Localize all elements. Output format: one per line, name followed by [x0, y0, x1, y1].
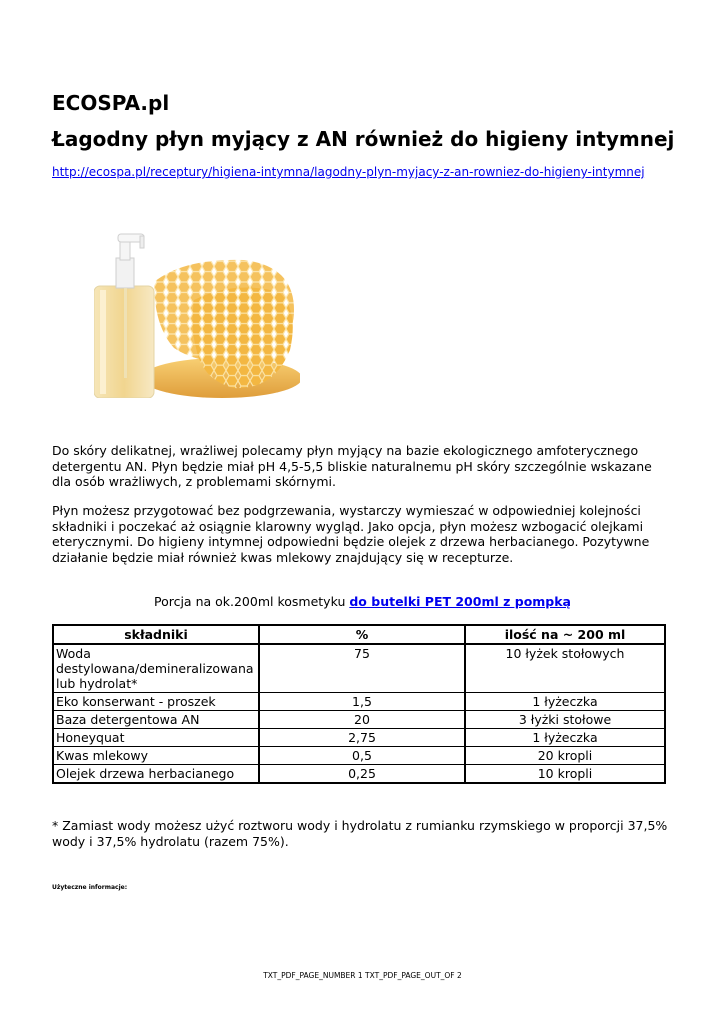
table-row — [53, 729, 665, 747]
table-row — [53, 644, 665, 693]
ingredient-name: Eko konserwant - proszek — [53, 693, 259, 711]
preparation-paragraph: Płyn możesz przygotować bez podgrzewania, wystarczy wymieszać w odpowiedniej kolejności składniki i poczekać aż osiągnie klarowny wygląd. Jako opcja, płyn możesz wzbogacić olejkami eterycznymi. Do higieny intymnej odpowiedni będzie olejek z drzewa herbacianego. Pozytywne działanie będzie miał również kwas mlekowy znajdujący się w recepturze. — [52, 503, 650, 565]
bottle-link[interactable]: do butelki PET 200ml z pompką — [349, 594, 571, 609]
source-url-link[interactable]: http://ecospa.pl/receptury/higiena-intymna/lagodny-plyn-myjacy-z-an-rowniez-do-higieny-intymnej — [52, 165, 645, 179]
header-ingredients: składniki — [53, 625, 259, 644]
table-row — [53, 711, 665, 729]
table-header-row — [53, 625, 665, 644]
ingredient-name: Woda destylowana/demineralizowana lub hydrolat* — [53, 644, 259, 693]
page-title: Łagodny płyn myjący z AN również do higieny intymnej — [52, 127, 675, 151]
ingredient-percent: 1,5 — [259, 693, 465, 711]
intro-paragraph: Do skóry delikatnej, wrażliwej polecamy płyn myjący na bazie ekologicznego amfoterycznego detergentu AN. Płyn będzie miał pH 4,5-5,5 bliskie naturalnemu pH skóry szczególnie wskazane dla osób wrażliwych, z problemami skórnymi. — [52, 443, 652, 489]
ingredient-percent: 20 — [259, 711, 465, 729]
page-footer: TXT_PDF_PAGE_NUMBER 1 TXT_PDF_PAGE_OUT_OF 2 — [263, 971, 462, 980]
ingredient-amount: 3 łyżki stołowe — [465, 711, 665, 729]
ingredient-name: Baza detergentowa AN — [53, 711, 259, 729]
table-row — [53, 747, 665, 765]
table-row — [53, 765, 665, 784]
ingredient-percent: 2,75 — [259, 729, 465, 747]
ingredient-amount: 1 łyżeczka — [465, 729, 665, 747]
footnote: * Zamiast wody możesz użyć roztworu wody i hydrolatu z rumianku rzymskiego w proporcji 37,5% wody i 37,5% hydrolatu (razem 75%). — [52, 818, 668, 849]
ingredient-name: Kwas mlekowy — [53, 747, 259, 765]
ingredient-amount: 10 łyżek stołowych — [465, 644, 665, 693]
useful-info-heading: Użyteczne informacje: — [52, 884, 128, 891]
ingredient-amount: 10 kropli — [465, 765, 665, 784]
ingredient-percent: 0,25 — [259, 765, 465, 784]
table-row — [53, 693, 665, 711]
ingredients-table — [52, 624, 666, 784]
product-image — [94, 230, 300, 398]
ingredient-name: Olejek drzewa herbacianego — [53, 765, 259, 784]
ingredient-name: Honeyquat — [53, 729, 259, 747]
portion-text: Porcja na ok.200ml kosmetyku — [153, 594, 346, 609]
header-percent: % — [259, 625, 465, 644]
portion-line — [0, 594, 725, 609]
ingredient-percent: 0,5 — [259, 747, 465, 765]
site-title: ECOSPA.pl — [52, 91, 170, 115]
header-amount: ilość na ~ 200 ml — [465, 625, 665, 644]
ingredient-amount: 1 łyżeczka — [465, 693, 665, 711]
ingredient-percent: 75 — [259, 644, 465, 693]
ingredient-amount: 20 kropli — [465, 747, 665, 765]
